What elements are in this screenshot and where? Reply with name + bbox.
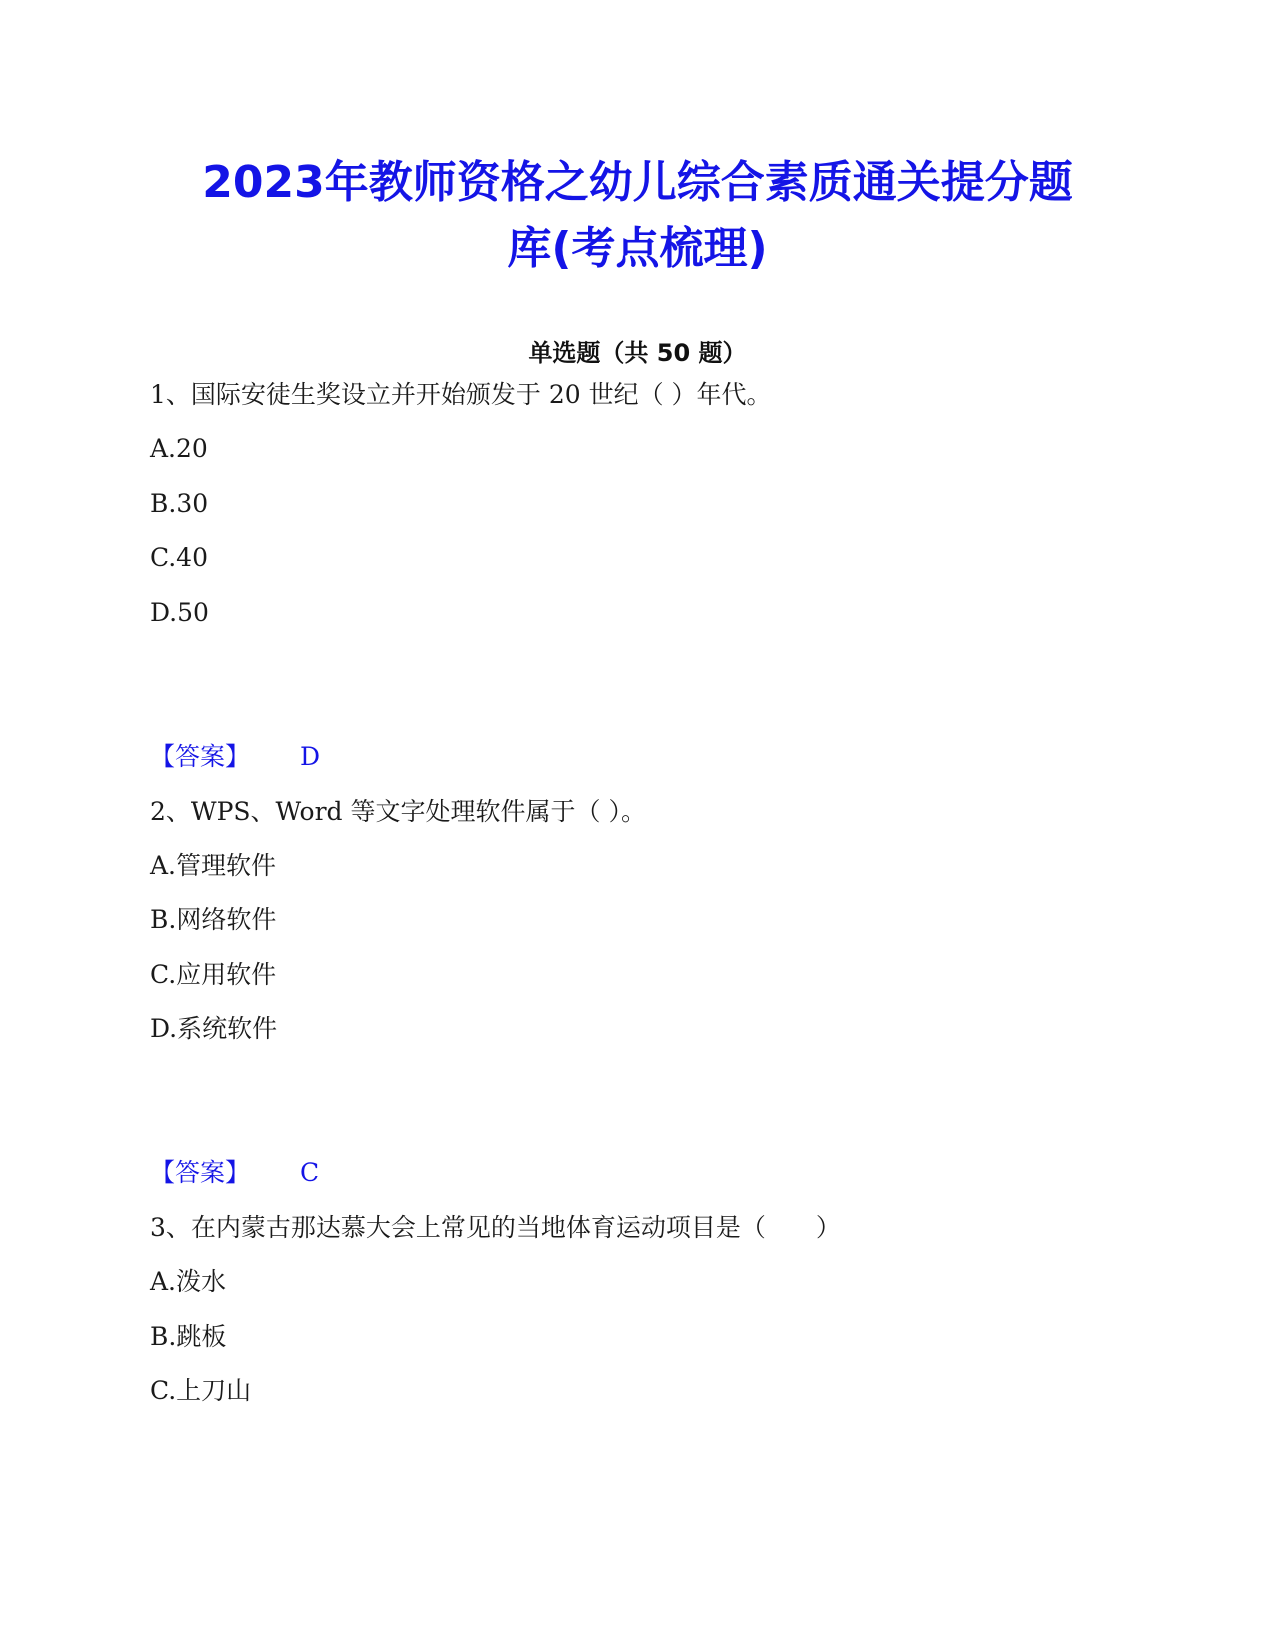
- question-3-option-b: B.跳板: [150, 1322, 227, 1351]
- question-1-option-c: C.40: [150, 543, 208, 572]
- question-1-stem: 1、国际安徒生奖设立并开始颁发于 20 世纪（ ）年代。: [150, 380, 772, 409]
- question-2-option-d: D.系统软件: [150, 1014, 278, 1043]
- question-2-option-b: B.网络软件: [150, 905, 277, 934]
- answer-value: D: [300, 742, 321, 771]
- section-heading: 单选题（共 50 题）: [528, 339, 747, 367]
- answer-label: 【答案】: [150, 1158, 251, 1187]
- question-1-answer: [150, 741, 321, 773]
- document-title: [100, 150, 1175, 282]
- question-2-answer: [150, 1157, 320, 1189]
- answer-label: 【答案】: [150, 742, 251, 771]
- question-3-option-a: A.泼水: [150, 1267, 227, 1296]
- question-1-option-a: A.20: [150, 434, 208, 463]
- title-line-2: 库(考点梳理): [507, 223, 768, 274]
- question-1-option-d: D.50: [150, 598, 209, 627]
- question-1-option-b: B.30: [150, 489, 209, 518]
- question-2-stem: 2、WPS、Word 等文字处理软件属于（ ）。: [150, 797, 646, 826]
- question-2-option-c: C.应用软件: [150, 960, 277, 989]
- question-2-option-a: A.管理软件: [150, 851, 277, 880]
- title-line-1: 2023年教师资格之幼儿综合素质通关提分题: [202, 157, 1073, 208]
- question-3-stem: 3、在内蒙古那达慕大会上常见的当地体育运动项目是（ ）: [150, 1213, 841, 1242]
- question-3-option-c: C.上刀山: [150, 1376, 252, 1405]
- answer-value: C: [300, 1158, 320, 1187]
